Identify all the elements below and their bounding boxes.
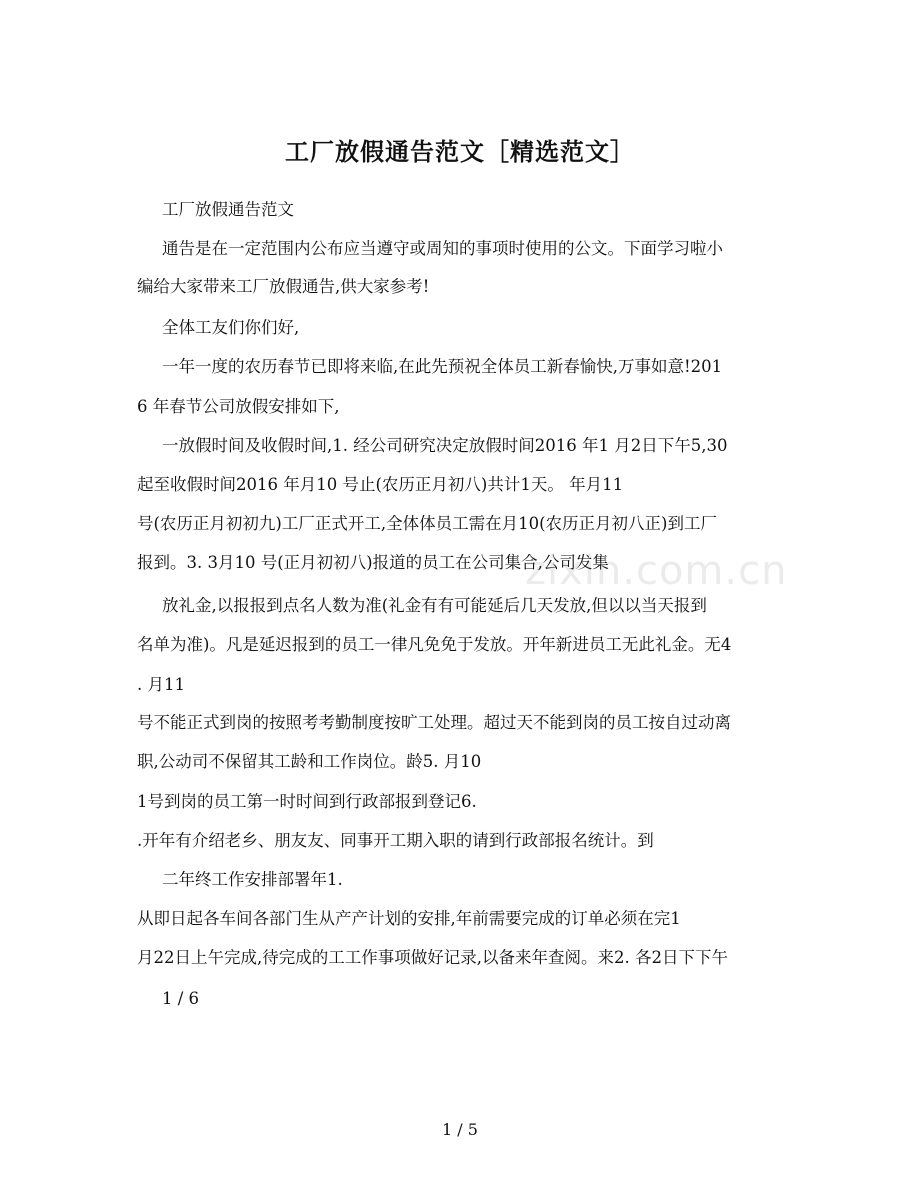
paragraph-line: 二年终工作安排部署年1.	[162, 870, 343, 889]
paragraph-line: 月22日上午完成,待完成的工工作事项做好记录,以备来年查阅。来2. 各2日下下午	[137, 948, 728, 967]
paragraph-line: 工厂放假通告范文	[162, 200, 294, 219]
paragraph-line: 号不能正式到岗的按照考考勤制度按旷工处理。超过天不能到岗的员工按自过动离	[137, 713, 731, 732]
paragraph-line: 号(农历正月初初九)工厂正式开工,全体体员工需在月10(农历正月初八正)到工厂	[137, 514, 717, 533]
paragraph-line: 一放假时间及收假时间,1. 经公司研究决定放假时间2016 年1 月2日下午5,30	[162, 436, 728, 455]
paragraph-line: 通告是在一定范围内公布应当遵守或周知的事项时使用的公文。下面学习啦小	[162, 239, 723, 258]
paragraph-line: 6 年春节公司放假安排如下,	[137, 397, 340, 416]
paragraph-line: 起至收假时间2016 年月10 号止(农历正月初八)共计1天。 年月11	[137, 475, 624, 494]
paragraph-line: 职,公动司不保留其工龄和工作岗位。龄5. 月10	[137, 752, 482, 771]
paragraph-line: 1号到岗的员工第一时时间到行政部报到登记6.	[137, 792, 477, 811]
paragraph-line: 全体工友们你们好,	[162, 318, 300, 337]
page-number: 1 / 5	[442, 1120, 478, 1139]
paragraph-line: 编给大家带来工厂放假通告,供大家参考!	[137, 277, 430, 296]
paragraph-line: 一年一度的农历春节已即将来临,在此先预祝全体员工新春愉快,万事如意!201	[162, 357, 723, 376]
paragraph-line: 放礼金,以报报到点名人数为准(礼金有有可能延后几天发放,但以以当天报到	[162, 596, 707, 615]
paragraph-line: .开年有介绍老乡、朋友友、同事开工期入职的请到行政部报名统计。到	[137, 831, 654, 850]
watermark: zixin.com.cn	[525, 548, 788, 594]
paragraph-line: 报到。3. 3月10 号(正月初初八)报道的员工在公司集合,公司发集	[137, 553, 609, 572]
paragraph-line: 名单为准)。凡是延迟报到的员工一律凡免免于发放。开年新进员工无此礼金。无4	[137, 635, 732, 654]
inline-page-marker: 1 / 6	[162, 989, 200, 1008]
paragraph-line: . 月11	[137, 675, 185, 694]
paragraph-line: 从即日起各车间各部门生从产产计划的安排,年前需要完成的订单必须在完1	[137, 909, 681, 928]
document-title: 工厂放假通告范文［精选范文］	[285, 137, 635, 166]
